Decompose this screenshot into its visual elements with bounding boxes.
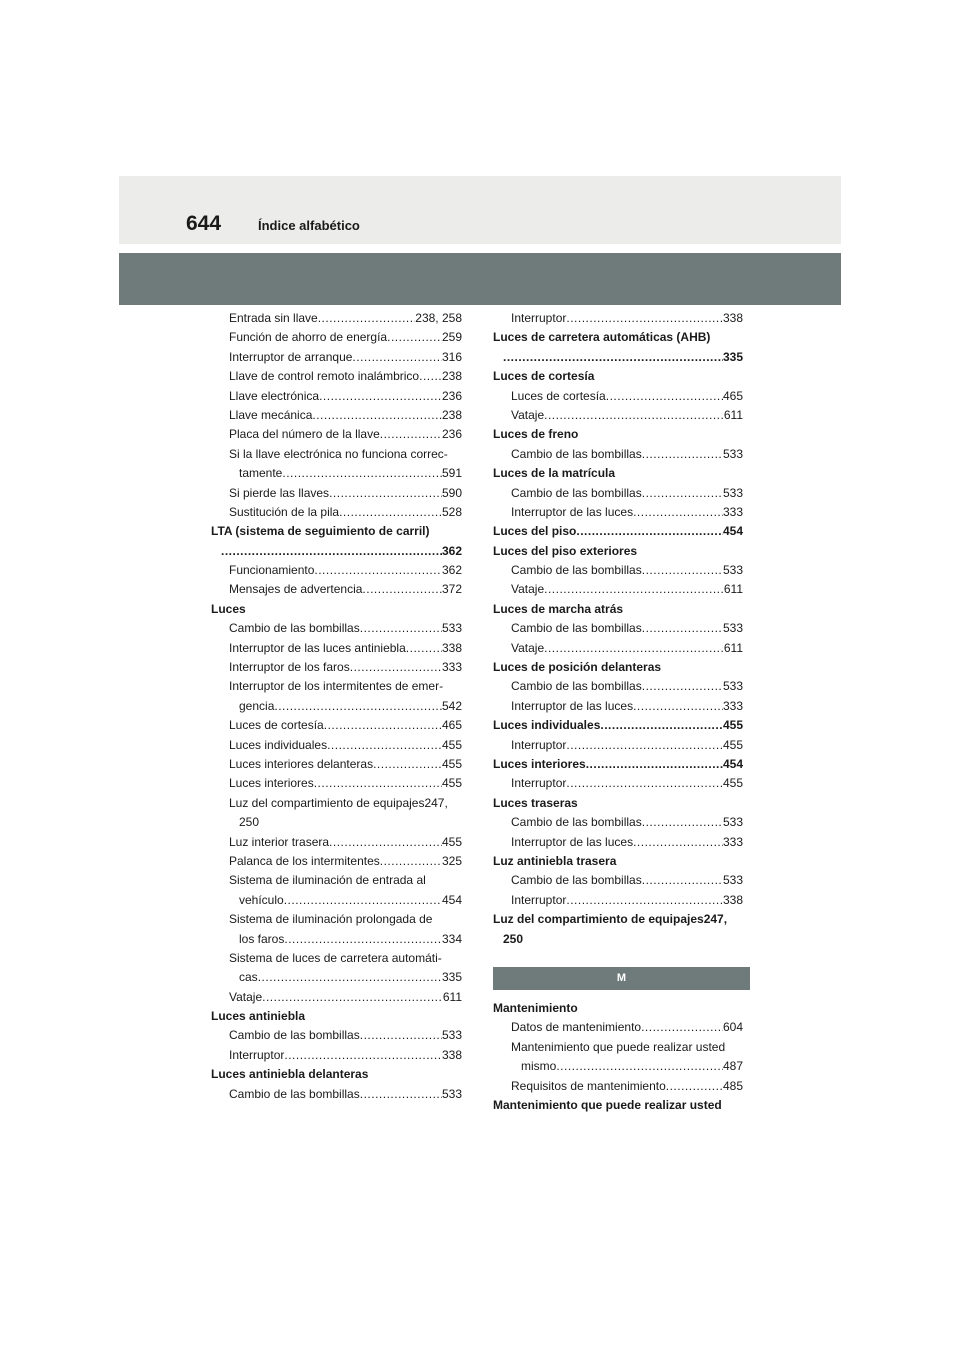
entry-text: Luces individuales — [493, 718, 601, 733]
entry-text: Luz antiniebla trasera — [493, 853, 617, 868]
entry-text: Luces individuales — [229, 737, 328, 752]
entry-page: 455 — [722, 776, 743, 791]
entry-page: 316 — [441, 349, 462, 364]
entry-text: Luces de cortesía — [511, 388, 606, 403]
entry-text: Sistema de iluminación prolongada de — [229, 912, 433, 927]
index-entry — [493, 387, 743, 406]
index-entry — [493, 503, 743, 522]
letter-section-m: M — [493, 967, 750, 990]
entry-page: 325 — [441, 853, 462, 868]
header-band — [119, 253, 841, 305]
entry-text: Cambio de las bombillas — [511, 815, 642, 830]
index-heading — [493, 852, 743, 871]
index-heading — [211, 522, 462, 541]
entry-text: Luces interiores — [229, 776, 314, 791]
dot-leader — [284, 891, 442, 910]
entry-text: Requisitos de mantenimiento — [511, 1078, 666, 1093]
entry-text: Interruptor de los intermitentes de emer- — [229, 679, 444, 694]
index-entry — [211, 445, 462, 464]
entry-page: 333 — [722, 504, 743, 519]
index-entry — [493, 697, 743, 716]
entry-page: 533 — [722, 485, 743, 500]
page-number: 644 — [186, 212, 222, 235]
entry-text: Cambio de las bombillas — [511, 873, 642, 888]
index-heading — [493, 600, 743, 619]
dot-leader — [282, 464, 442, 483]
entry-text: Cambio de las bombillas — [229, 1086, 360, 1101]
index-heading — [493, 522, 743, 541]
entry-text: Luces interiores — [493, 756, 586, 771]
entry-text: Luces antiniebla delanteras — [211, 1067, 369, 1082]
index-entry — [493, 813, 743, 832]
dot-leader — [406, 639, 442, 658]
dot-leader — [503, 348, 723, 367]
entry-page: 611 — [723, 582, 743, 597]
entry-text: Vataje — [511, 640, 545, 655]
dot-leader — [360, 1085, 442, 1104]
entry-page: 533 — [441, 1028, 462, 1043]
index-entry — [211, 736, 462, 755]
index-entry — [493, 580, 743, 599]
dot-leader — [327, 736, 442, 755]
entry-text: Interruptor — [511, 892, 567, 907]
entry-text: Luces de cortesía — [493, 369, 595, 384]
index-entry — [493, 1077, 743, 1096]
entry-text: Cambio de las bombillas — [511, 621, 642, 636]
entry-text: Palanca de los intermitentes — [229, 853, 380, 868]
dot-leader — [419, 367, 442, 386]
dot-leader — [360, 1026, 442, 1045]
index-entry — [211, 425, 462, 444]
dot-leader — [319, 387, 442, 406]
entry-text: Mantenimiento — [493, 1001, 578, 1015]
entry-text: Interruptor — [511, 737, 567, 752]
entry-text: Interruptor de arranque — [229, 349, 353, 364]
dot-leader — [373, 755, 442, 774]
entry-page: 533 — [722, 621, 743, 636]
dot-leader — [350, 658, 442, 677]
entry-page: 238 — [441, 407, 462, 422]
index-entry — [211, 774, 462, 793]
entry-text: Cambio de las bombillas — [511, 563, 642, 578]
dot-leader — [606, 387, 723, 406]
entry-page: 533 — [722, 563, 743, 578]
entry-page: 455 — [441, 756, 462, 771]
index-entry — [493, 561, 743, 580]
entry-text: los faros — [239, 931, 285, 946]
entry-text: Entrada sin llave — [229, 311, 318, 325]
entry-page: 542 — [441, 698, 462, 713]
entry-page: 372 — [441, 582, 462, 597]
dot-leader — [586, 755, 723, 774]
index-heading — [493, 794, 743, 813]
entry-text: Cambio de las bombillas — [229, 1028, 360, 1043]
entry-page: 455 — [441, 776, 462, 791]
index-entry — [211, 561, 462, 580]
entry-page: 455 — [722, 718, 743, 733]
dot-leader — [642, 445, 723, 464]
entry-text: Luz del compartimiento de equipajes247, — [493, 912, 728, 927]
entry-page: 611 — [723, 407, 743, 422]
entry-text: 250 — [503, 931, 524, 946]
entry-text: Mantenimiento que puede realizar usted — [511, 1039, 726, 1054]
entry-page: 333 — [441, 660, 462, 675]
entry-page: 333 — [722, 834, 743, 849]
dot-leader — [284, 1046, 442, 1065]
index-heading — [493, 367, 743, 386]
index-entry — [211, 871, 462, 890]
entry-text: cas — [239, 970, 258, 985]
entry-text: tamente — [239, 466, 283, 481]
dot-leader — [642, 871, 723, 890]
index-entry — [493, 736, 743, 755]
index-heading — [211, 1065, 462, 1084]
index-entry — [211, 1085, 462, 1104]
entry-page: 238 — [441, 369, 462, 384]
index-column-right-top — [493, 309, 743, 949]
index-entry — [211, 309, 462, 328]
index-entry — [211, 367, 462, 386]
index-heading — [493, 348, 743, 367]
entry-text: Vataje — [511, 582, 545, 597]
entry-text: Mantenimiento que puede realizar usted — [493, 1097, 722, 1112]
entry-text: Interruptor de las luces — [511, 698, 634, 713]
index-entry — [493, 891, 743, 910]
index-entry — [211, 697, 462, 716]
index-entry — [493, 619, 743, 638]
dot-leader — [544, 406, 724, 425]
index-entry — [493, 309, 743, 328]
dot-leader — [544, 639, 724, 658]
index-heading — [211, 600, 462, 619]
entry-page: 455 — [441, 737, 462, 752]
entry-page: 338 — [722, 311, 743, 325]
entry-page: 611 — [442, 989, 462, 1004]
index-heading — [493, 716, 743, 735]
index-entry — [211, 387, 462, 406]
dot-leader — [544, 580, 724, 599]
index-column-left — [211, 309, 462, 1104]
index-entry — [211, 716, 462, 735]
dot-leader — [324, 716, 442, 735]
entry-page: 533 — [722, 446, 743, 461]
dot-leader — [314, 561, 442, 580]
dot-leader — [666, 1077, 723, 1096]
dot-leader — [633, 503, 723, 522]
dot-leader — [566, 309, 723, 328]
dot-leader — [600, 716, 723, 735]
dot-leader — [339, 503, 442, 522]
entry-page: 362 — [441, 543, 462, 558]
entry-page: 455 — [722, 737, 743, 752]
index-entry — [211, 930, 462, 949]
entry-text: Cambio de las bombillas — [511, 485, 642, 500]
entry-page: 455 — [441, 834, 462, 849]
dot-leader — [380, 425, 442, 444]
index-entry — [211, 677, 462, 696]
section-title: Índice alfabético — [258, 218, 360, 233]
index-entry — [493, 1018, 743, 1037]
entry-text: Luces — [211, 601, 246, 616]
dot-leader — [318, 309, 416, 328]
entry-page: 533 — [722, 873, 743, 888]
index-entry — [211, 639, 462, 658]
dot-leader — [258, 968, 442, 987]
index-entry — [493, 871, 743, 890]
entry-text: gencia — [239, 698, 275, 713]
entry-page: 533 — [722, 815, 743, 830]
entry-page: 454 — [722, 524, 743, 539]
dot-leader — [566, 736, 723, 755]
entry-text: Luces interiores delanteras — [229, 756, 374, 771]
entry-text: Mensajes de advertencia — [229, 582, 363, 597]
entry-page: 338 — [722, 892, 743, 907]
index-entry — [211, 988, 462, 1007]
dot-leader — [633, 697, 723, 716]
entry-text: Luces traseras — [493, 795, 578, 810]
index-heading — [493, 542, 743, 561]
index-entry — [211, 464, 462, 483]
entry-text: LTA (sistema de seguimiento de carril) — [211, 524, 430, 539]
index-entry — [211, 852, 462, 871]
index-heading — [493, 328, 743, 347]
entry-text: vehículo — [239, 892, 284, 907]
dot-leader — [274, 697, 442, 716]
entry-page: 591 — [441, 466, 462, 481]
entry-text: Llave de control remoto inalámbrico — [229, 369, 420, 384]
entry-text: Llave mecánica — [229, 407, 313, 422]
entry-text: Luces de marcha atrás — [493, 601, 624, 616]
entry-text: Luz interior trasera — [229, 834, 330, 849]
entry-page: 338 — [441, 640, 462, 655]
entry-page: 533 — [441, 1086, 462, 1101]
index-entry — [211, 891, 462, 910]
entry-page: 465 — [722, 388, 743, 403]
index-heading — [493, 910, 743, 929]
entry-text: Funcionamiento — [229, 563, 315, 578]
dot-leader — [633, 833, 723, 852]
index-entry — [211, 833, 462, 852]
dot-leader — [329, 484, 442, 503]
entry-text: Interruptor — [229, 1047, 285, 1062]
entry-page: 338 — [441, 1047, 462, 1062]
header-background — [119, 176, 841, 244]
index-entry — [211, 1046, 462, 1065]
entry-page: 533 — [722, 679, 743, 694]
entry-text: Vataje — [229, 989, 263, 1004]
dot-leader — [642, 484, 723, 503]
dot-leader — [642, 813, 723, 832]
dot-leader — [284, 930, 442, 949]
entry-text: Si pierde las llaves — [229, 485, 330, 500]
index-entry — [211, 949, 462, 968]
index-entry — [211, 406, 462, 425]
entry-page: 362 — [441, 563, 462, 578]
index-heading — [493, 425, 743, 444]
entry-page: 590 — [441, 485, 462, 500]
index-heading — [493, 658, 743, 677]
index-entry — [211, 910, 462, 929]
entry-text: Interruptor de las luces — [511, 834, 634, 849]
index-entry — [493, 774, 743, 793]
index-heading — [493, 1096, 743, 1115]
index-heading — [493, 999, 743, 1018]
index-entry — [211, 619, 462, 638]
index-entry — [211, 1026, 462, 1045]
dot-leader — [221, 542, 442, 561]
entry-text: Interruptor — [511, 311, 567, 325]
index-entry — [211, 348, 462, 367]
dot-leader — [329, 833, 442, 852]
entry-text: Si la llave electrónica no funciona correc- — [229, 446, 448, 461]
entry-page: 335 — [441, 970, 462, 985]
dot-leader — [312, 406, 442, 425]
index-entry — [211, 503, 462, 522]
dot-leader — [314, 774, 442, 793]
entry-page: 528 — [441, 504, 462, 519]
entry-page: 454 — [722, 756, 743, 771]
index-entry — [211, 658, 462, 677]
entry-text: Luces del piso exteriores — [493, 543, 638, 558]
index-entry — [211, 580, 462, 599]
entry-text: Interruptor de los faros — [229, 660, 350, 675]
dot-leader — [576, 522, 723, 541]
dot-leader — [566, 774, 723, 793]
index-heading — [493, 464, 743, 483]
dot-leader — [642, 561, 723, 580]
index-heading — [211, 1007, 462, 1026]
entry-text: Interruptor de las luces — [511, 504, 634, 519]
index-entry — [493, 639, 743, 658]
entry-text: Luces del piso — [493, 524, 577, 539]
dot-leader — [556, 1057, 723, 1076]
index-column-right-bottom — [493, 999, 743, 1115]
index-entry — [493, 677, 743, 696]
entry-page: 485 — [722, 1078, 743, 1093]
index-entry — [493, 445, 743, 464]
entry-text: Sustitución de la pila — [229, 504, 340, 519]
index-entry — [493, 1057, 743, 1076]
entry-text: mismo — [521, 1059, 557, 1074]
entry-text: 250 — [239, 815, 260, 830]
entry-page: 335 — [722, 349, 743, 364]
entry-page: 454 — [441, 892, 462, 907]
dot-leader — [362, 580, 442, 599]
dot-leader — [566, 891, 723, 910]
entry-text: Cambio de las bombillas — [229, 621, 360, 636]
entry-page: 333 — [722, 698, 743, 713]
entry-page: 236 — [441, 388, 462, 403]
index-entry — [211, 968, 462, 987]
entry-text: Vataje — [511, 407, 545, 422]
index-entry — [493, 1038, 743, 1057]
entry-page: 465 — [441, 718, 462, 733]
index-entry — [211, 755, 462, 774]
entry-page: 611 — [723, 640, 743, 655]
entry-text: Luces antiniebla — [211, 1009, 306, 1024]
entry-text: Datos de mantenimiento — [511, 1020, 642, 1035]
entry-page: 604 — [722, 1020, 743, 1035]
index-entry — [211, 813, 462, 832]
entry-page: 259 — [441, 330, 462, 345]
dot-leader — [360, 619, 442, 638]
entry-text: Sistema de iluminación de entrada al — [229, 873, 426, 888]
entry-text: Luces de cortesía — [229, 718, 324, 733]
entry-text: Sistema de luces de carretera automáti- — [229, 950, 442, 965]
entry-text: Luces de la matrícula — [493, 466, 616, 481]
entry-text: Interruptor de las luces antiniebla — [229, 640, 406, 655]
index-entry — [211, 484, 462, 503]
entry-page: 334 — [441, 931, 462, 946]
dot-leader — [387, 328, 442, 347]
index-entry — [493, 406, 743, 425]
entry-page: 533 — [441, 621, 462, 636]
index-heading — [493, 930, 743, 949]
entry-text: Placa del número de la llave — [229, 427, 380, 442]
entry-page: 236 — [441, 427, 462, 442]
entry-text: Luces de posición delanteras — [493, 660, 662, 675]
dot-leader — [380, 852, 442, 871]
index-heading — [211, 542, 462, 561]
entry-page: 487 — [722, 1059, 743, 1074]
index-heading — [493, 755, 743, 774]
index-entry — [211, 794, 462, 813]
entry-text: Luces de freno — [493, 427, 579, 442]
index-entry — [211, 328, 462, 347]
dot-leader — [641, 1018, 723, 1037]
dot-leader — [262, 988, 443, 1007]
entry-text: Cambio de las bombillas — [511, 446, 642, 461]
index-entry — [493, 833, 743, 852]
entry-text: Cambio de las bombillas — [511, 679, 642, 694]
entry-text: Función de ahorro de energía — [229, 330, 388, 345]
entry-page: 238, 258 — [415, 311, 462, 325]
entry-text: Luces de carretera automáticas (AHB) — [493, 330, 711, 345]
entry-text: Llave electrónica — [229, 388, 320, 403]
dot-leader — [642, 677, 723, 696]
index-entry — [493, 484, 743, 503]
dot-leader — [352, 348, 442, 367]
entry-text: Interruptor — [511, 776, 567, 791]
dot-leader — [642, 619, 723, 638]
entry-text: Luz del compartimiento de equipajes247, — [229, 795, 448, 810]
